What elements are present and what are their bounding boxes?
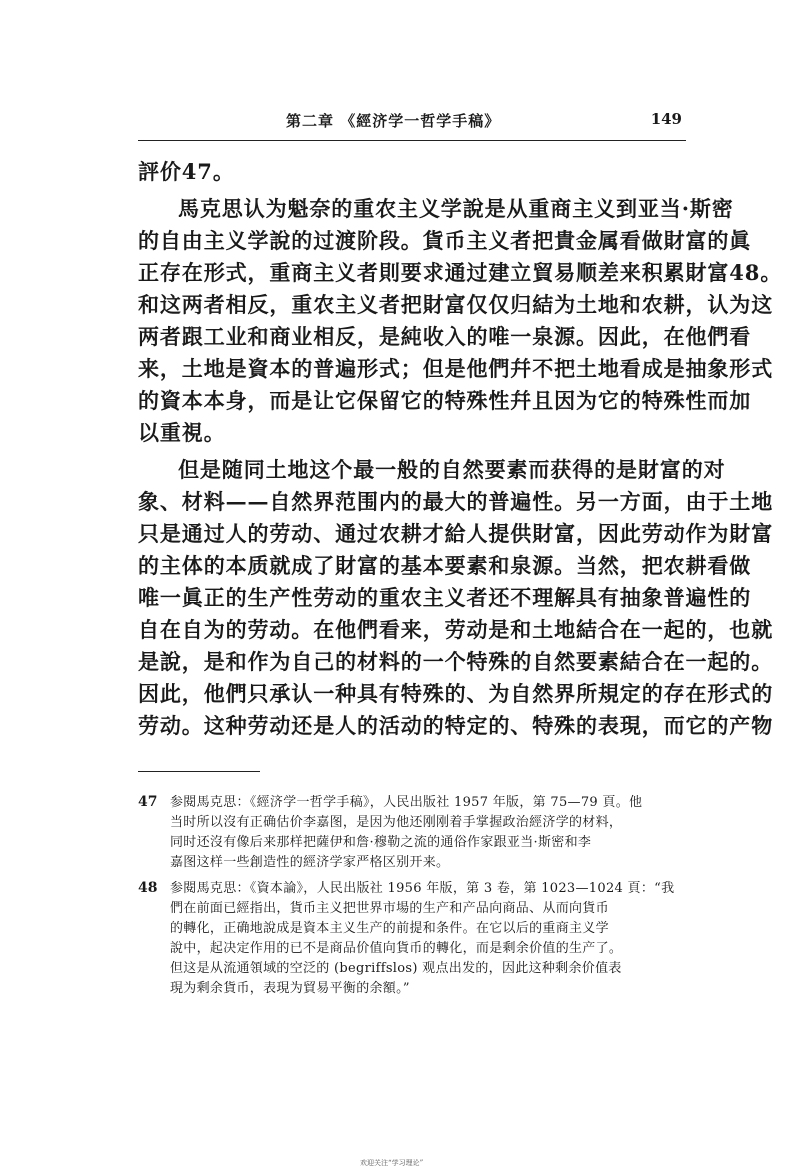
footnote-line: 們在前面已經指出，貨币主义把世界市場的生产和产品向商品、从而向貨币 [170,901,609,916]
footnote-line: 說中，起决定作用的已不是商品价值向貨币的轉化，而是剩余价值的生产了。 [170,941,623,956]
footnote-line: 現为剩余貨币，表現为貿易平衡的余額。” [170,981,410,996]
text-line: 正存在形式，重商主义者則要求通过建立貿易顺差来积累財富48。 [138,260,783,285]
chapter-title: 第二章 《經济学一哲学手稿》 [286,112,501,130]
text-line: 的自由主义学說的过渡阶段。貨币主义者把貴金属看做財富的眞 [138,228,752,253]
text-line: 馬克思认为魁奈的重农主义学說是从重商主义到亚当·斯密 [178,196,734,221]
footnote-line: 但这是从流通領域的空泛的 (begriffslos) 观点出发的，因此这种剩余价值表 [170,961,622,976]
footnote-number: 47 [138,794,158,810]
text-line: 因此，他們只承认一种具有特殊的、为自然界所規定的存在形式的 [138,681,774,706]
text-line: 和这两者相反，重农主义者把財富仅仅归結为土地和农耕，认为这 [138,292,774,317]
running-header [138,106,686,141]
footnote-divider [138,771,260,772]
footnote-line: 参閱馬克思：《經济学一哲学手稿》，人民出版社 1957 年版，第 75—79 頁。他 [170,795,643,810]
text-line: 唯一眞正的生产性劳动的重农主义者还不理解具有抽象普遍性的 [138,585,752,610]
footnote-line: 同时还沒有像后来那样把薩伊和詹·穆勒之流的通俗作家跟亚当·斯密和李 [170,835,592,850]
page-number: 149 [650,110,682,128]
footnote-line: 的轉化，正确地說成是資本主义生产的前提和条件。在它以后的重商主义学 [170,921,609,936]
footnote-line: 参閱馬克思：《資本論》，人民出版社 1956 年版，第 3 卷，第 1023—1024 頁：“我 [170,881,675,896]
text-line: 評价47。 [138,159,235,184]
text-line: 来，土地是資本的普遍形式；但是他們幷不把土地看成是抽象形式 [138,356,774,381]
text-line: 自在自为的劳动。在他們看来，劳动是和土地結合在一起的，也就 [138,617,774,642]
text-line: 的資本本身，而是让它保留它的特殊性幷且因为它的特殊性而加 [138,388,752,413]
footnote-line: 当时所以沒有正确估价李嘉图，是因为他还刚刚着手掌握政治經济学的材料， [170,815,623,830]
footer-watermark: 欢迎关注“学习理论” [360,1159,424,1167]
footnote-line: 嘉图这样一些創造性的經济学家严格区别开来。 [170,855,450,870]
text-line: 以重視。 [138,420,226,445]
text-line: 但是随同土地这个最一般的自然要素而获得的是財富的对 [178,457,726,482]
text-line: 是說，是和作为自己的材料的一个特殊的自然要素結合在一起的。 [138,649,774,674]
text-line: 两者跟工业和商业相反，是純收入的唯一泉源。因此，在他們看 [138,324,752,349]
text-line: 象、材料——自然界范围内的最大的普遍性。另一方面，由于土地 [138,489,774,514]
text-line: 的主体的本质就成了財富的基本要素和泉源。当然，把农耕看做 [138,553,752,578]
text-line: 劳动。这种劳动还是人的活动的特定的、特殊的表現，而它的产物 [138,713,774,738]
footnote-number: 48 [138,880,158,896]
text-line: 只是通过人的劳动、通过农耕才給人提供財富，因此劳动作为財富 [138,521,774,546]
